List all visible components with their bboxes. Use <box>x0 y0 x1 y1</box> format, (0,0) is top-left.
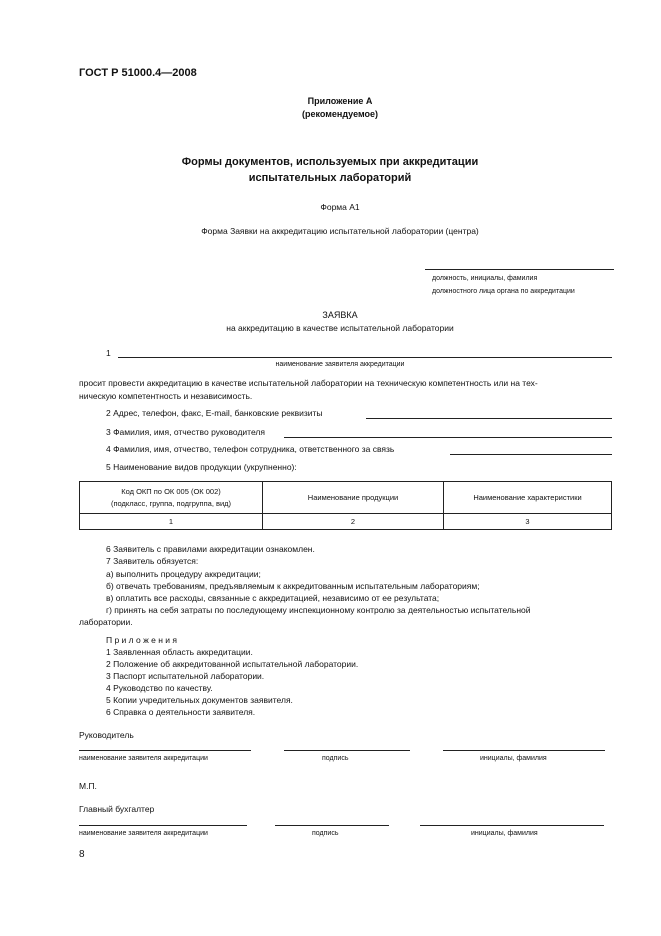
item6-text: 6 Заявитель с правилами аккредитации ознакомлен. <box>106 544 315 554</box>
item3-line <box>284 437 612 438</box>
form-caption: Форма Заявки на аккредитацию испытательной лаборатории (центра) <box>201 226 479 236</box>
item3-text: 3 Фамилия, имя, отчество руководителя <box>106 427 265 437</box>
table-header-characteristic: Наименование характеристики <box>444 482 612 514</box>
item2-line <box>366 418 612 419</box>
table-header-product: Наименование продукции <box>263 482 444 514</box>
addressee-line <box>425 269 614 270</box>
item4-line <box>450 454 612 455</box>
attachment-item: 2 Положение об аккредитованной испытательной лаборатории. <box>106 659 359 669</box>
head-caption-sign: подпись <box>322 755 349 762</box>
attachment-item: 1 Заявленная область аккредитации. <box>106 647 253 657</box>
item1-line <box>118 357 612 358</box>
accountant-name-line <box>79 825 247 826</box>
addressee-caption-2: должностного лица органа по аккредитации <box>432 288 575 295</box>
head-sign-line <box>284 750 410 751</box>
application-title: ЗАЯВКА <box>322 310 358 320</box>
appendix-status: (рекомендуемое) <box>302 109 378 119</box>
head-initials-line <box>443 750 605 751</box>
appendix-title: Приложение А <box>307 96 373 106</box>
head-name-line <box>79 750 251 751</box>
accountant-caption-name: наименование заявителя аккредитации <box>79 830 208 837</box>
section-heading-line1: Формы документов, используемых при аккредитации <box>181 156 479 168</box>
section-heading-line2: испытательных лабораторий <box>248 172 412 184</box>
item1-number: 1 <box>106 348 111 358</box>
application-subtitle: на аккредитацию в качестве испытательной лаборатории <box>226 323 454 333</box>
accountant-caption-sign: подпись <box>312 830 339 837</box>
head-caption-name: наименование заявителя аккредитации <box>79 755 208 762</box>
accountant-initials-line <box>420 825 604 826</box>
form-label: Форма А1 <box>320 202 360 212</box>
head-caption-initials: инициалы, фамилия <box>480 755 547 762</box>
addressee-caption-1: должность, инициалы, фамилия <box>432 275 538 282</box>
stamp-placeholder: М.П. <box>79 781 97 791</box>
standard-header: ГОСТ Р 51000.4—2008 <box>79 67 197 79</box>
obligation-a: а) выполнить процедуру аккредитации; <box>106 569 261 579</box>
accountant-caption-initials: инициалы, фамилия <box>471 830 538 837</box>
table-col-number-3: 3 <box>444 514 612 530</box>
attachment-item: 6 Справка о деятельности заявителя. <box>106 707 256 717</box>
request-text-line2: ническую компетентность и независимость. <box>79 391 253 401</box>
obligation-g-line2: лаборатории. <box>79 617 133 627</box>
attachment-item: 3 Паспорт испытательной лаборатории. <box>106 671 265 681</box>
attachments-title: П р и л о ж е н и я <box>106 635 177 645</box>
obligation-v: в) оплатить все расходы, связанные с аккредитацией, независимо от ее результата; <box>106 593 440 603</box>
accountant-title: Главный бухгалтер <box>79 804 155 814</box>
item7-text: 7 Заявитель обязуется: <box>106 556 199 566</box>
table-header-code-line2: (подкласс, группа, подгруппа, вид) <box>110 499 232 508</box>
table-col-number-1: 1 <box>80 514 263 530</box>
table-header-code <box>80 482 263 514</box>
attachment-item: 4 Руководство по качеству. <box>106 683 213 693</box>
head-title: Руководитель <box>79 730 134 740</box>
attachment-item: 5 Копии учредительных документов заявителя. <box>106 695 293 705</box>
page-number: 8 <box>79 849 85 860</box>
table-header-code-line1: Код ОКП по ОК 005 (ОК 002) <box>121 487 221 496</box>
table-col-number-2: 2 <box>263 514 444 530</box>
item1-caption: наименование заявителя аккредитации <box>275 361 405 368</box>
item2-text: 2 Адрес, телефон, факс, E-mail, банковские реквизиты <box>106 408 323 418</box>
item5-text: 5 Наименование видов продукции (укрупненно): <box>106 462 297 472</box>
products-table <box>79 481 612 530</box>
item4-text: 4 Фамилия, имя, отчество, телефон сотрудника, ответственного за связь <box>106 444 395 454</box>
obligation-b: б) отвечать требованиям, предъявляемым к аккредитованным испытательным лабораториям; <box>106 581 480 591</box>
request-text-line1: просит провести аккредитацию в качестве испытательной лаборатории на техническую компетентность или на тех- <box>79 378 538 388</box>
accountant-sign-line <box>275 825 389 826</box>
obligation-g-line1: г) принять на себя затраты по последующему инспекционному контролю за деятельностью испытательной <box>106 605 531 615</box>
